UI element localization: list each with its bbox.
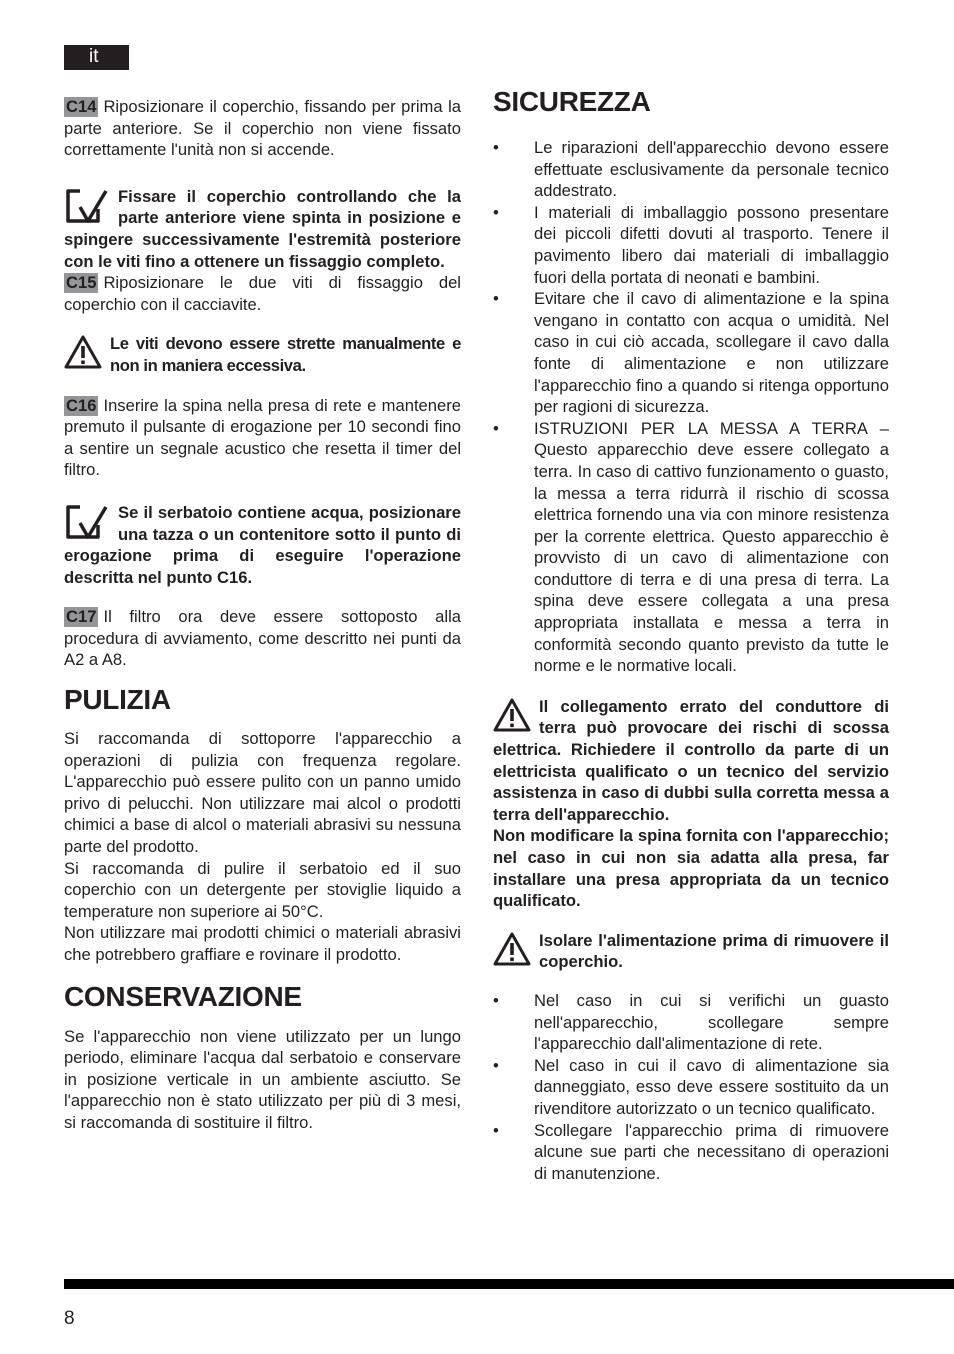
note-text: Se il serbatoio contiene acqua, posizionare una tazza o un contenitore sotto il punto di erogazione prima di eseguire l'operazione descritta nel punto C16. — [64, 502, 461, 587]
bullet-icon: • — [493, 1120, 499, 1140]
warning-note — [64, 333, 461, 376]
step-code-badge: C16 — [66, 395, 97, 415]
bullet-icon: • — [493, 202, 499, 222]
warning-triangle-icon — [64, 334, 102, 370]
warning-triangle-icon — [493, 931, 531, 967]
section-title-pulizia: PULIZIA — [64, 684, 171, 716]
bullet-icon: • — [493, 1055, 499, 1075]
warning-triangle-icon — [493, 697, 531, 733]
bullet-icon: • — [493, 138, 499, 157]
list-item — [493, 1055, 889, 1120]
list-item — [493, 137, 889, 202]
list-item-text: Nel caso in cui il cavo di alimentazione sia danneggiato, esso deve essere sostituito da un rivenditore autorizzato o un tecnico qualificato. — [534, 1055, 889, 1118]
checkbox-check-icon — [64, 503, 110, 541]
step-text: Il filtro ora deve essere sottoposto alla procedura di avviamento, come descritto nei punti da A2 a A8. — [64, 607, 461, 670]
note-text: Fissare il coperchio controllando che la parte anteriore viene spinta in posizione e spingere successivamente l'estremità posteriore con le viti fino a ottenere un fissaggio completo. — [64, 186, 461, 271]
list-item — [493, 418, 889, 677]
list-item-text: ISTRUZIONI PER LA MESSA A TERRA – Questo apparecchio deve essere collegato a terra. In caso di cattivo funzionamento o guasto, la messa a terra ridurrà il rischio di scossa elettrica fornendo una via con minore resistenza per la corrente elettrica. Questo apparecchio è provvisto di un cavo di alimentazione con conduttore di terra e di una presa di terra. La spina deve essere collegata a una presa appropriata installata e messa a terra in conformità secondo quanto previsto da tutte le norme e le normative locali. — [534, 418, 889, 676]
bullet-icon: • — [493, 289, 499, 309]
list-item-text: Evitare che il cavo di alimentazione e la spina vengano in contatto con acqua o umidità. Nel caso in cui ciò accada, scollegare il cavo dalla fonte di alimentazione e non utilizzare l'apparecchio fino a quando si ritenga opportuno per ragioni di sicurezza. — [534, 289, 889, 417]
pulizia-paragraph: Si raccomanda di pulire il serbatoio ed il suo coperchio con un detergente per stoviglie liquido a temperature non superiore ai 50°C. — [64, 858, 461, 921]
left-column — [64, 96, 461, 1134]
maintenance-list — [493, 990, 889, 1184]
warning-note — [493, 930, 889, 973]
step-code-badge: C17 — [66, 607, 97, 627]
step-text: Riposizionare le due viti di fissaggio del coperchio con il cacciavite. — [64, 273, 461, 314]
right-column — [493, 86, 889, 1184]
section-title-sicurezza: SICUREZZA — [493, 86, 651, 117]
check-note — [64, 186, 461, 272]
check-note — [64, 502, 461, 588]
step-c17 — [64, 606, 461, 671]
list-item-text: Le riparazioni dell'apparecchio devono essere effettuate esclusivamente da personale tecnico addestrato. — [534, 138, 889, 201]
step-c14 — [64, 96, 461, 161]
warning-text: Non modificare la spina fornita con l'apparecchio; nel caso in cui non sia adatta alla presa, far installare una presa appropriata da un tecnico qualificato. — [493, 826, 889, 911]
warning-text: Le viti devono essere strette manualmente e non in maniera eccessiva. — [110, 334, 461, 375]
step-text: Riposizionare il coperchio, fissando per prima la parte anteriore. Se il coperchio non viene fissato correttamente l'unità non si accende. — [64, 97, 461, 160]
conservazione-paragraph: Se l'apparecchio non viene utilizzato per un lungo periodo, eliminare l'acqua dal serbatoio e conservare in posizione verticale in un ambiente asciutto. Se l'apparecchio non è stato utilizzato per più di 3 mesi, si raccomanda di sostituire il filtro. — [64, 1026, 461, 1132]
step-code-badge: C15 — [66, 273, 97, 293]
warning-text: Il collegamento errato del conduttore di terra può provocare dei rischi di scossa elettrica. Richiedere il controllo da parte di un elettricista qualificato o un tecnico del servizio assistenza in caso di dubbi sulla corretta messa a terra dell'apparecchio. — [493, 696, 889, 824]
step-code-badge: C14 — [66, 97, 97, 116]
bullet-icon: • — [493, 990, 499, 1010]
list-item — [493, 1120, 889, 1185]
checkbox-check-icon — [64, 187, 110, 225]
pulizia-paragraph: Non utilizzare mai prodotti chimici o materiali abrasivi che potrebbero graffiare e rovinare il prodotto. — [64, 923, 461, 964]
list-item-text: Scollegare l'apparecchio prima di rimuovere alcune sue parti che necessitano di operazioni di manutenzione. — [534, 1120, 889, 1183]
section-title-conservazione: CONSERVAZIONE — [64, 980, 302, 1012]
list-item — [493, 288, 889, 418]
list-item-text: Nel caso in cui si verifichi un guasto nell'apparecchio, scollegare sempre l'apparecchio dall'alimentazione di rete. — [534, 990, 889, 1054]
pulizia-paragraph: Si raccomanda di sottoporre l'apparecchio a operazioni di pulizia con frequenza regolare. L'apparecchio può essere pulito con un panno umido privo di pelucchi. Non utilizzare mai alcol o prodotti chimici a base di alcol o materiali abrasivi su nessuna parte del prodotto. — [64, 729, 461, 857]
list-item — [493, 990, 889, 1055]
list-item — [493, 202, 889, 288]
safety-list — [493, 137, 889, 677]
step-text: Inserire la spina nella presa di rete e mantenere premuto il pulsante di erogazione per 10 secondi fino a sentire un segnale acustico che resetta il timer del filtro. — [64, 395, 461, 480]
bullet-icon: • — [493, 418, 499, 438]
warning-text: Isolare l'alimentazione prima di rimuovere il coperchio. — [539, 930, 889, 972]
language-tab: it — [64, 45, 129, 70]
step-c15 — [64, 272, 461, 315]
step-c16 — [64, 395, 461, 481]
page-number: 8 — [64, 1308, 75, 1329]
footer-rule — [64, 1279, 954, 1289]
warning-note — [493, 696, 889, 912]
list-item-text: I materiali di imballaggio possono presentare dei piccoli difetti dovuti al trasporto. Tenere il pavimento libero dai materiali di imballaggio fuori della portata di neonati e bambini. — [534, 202, 889, 287]
